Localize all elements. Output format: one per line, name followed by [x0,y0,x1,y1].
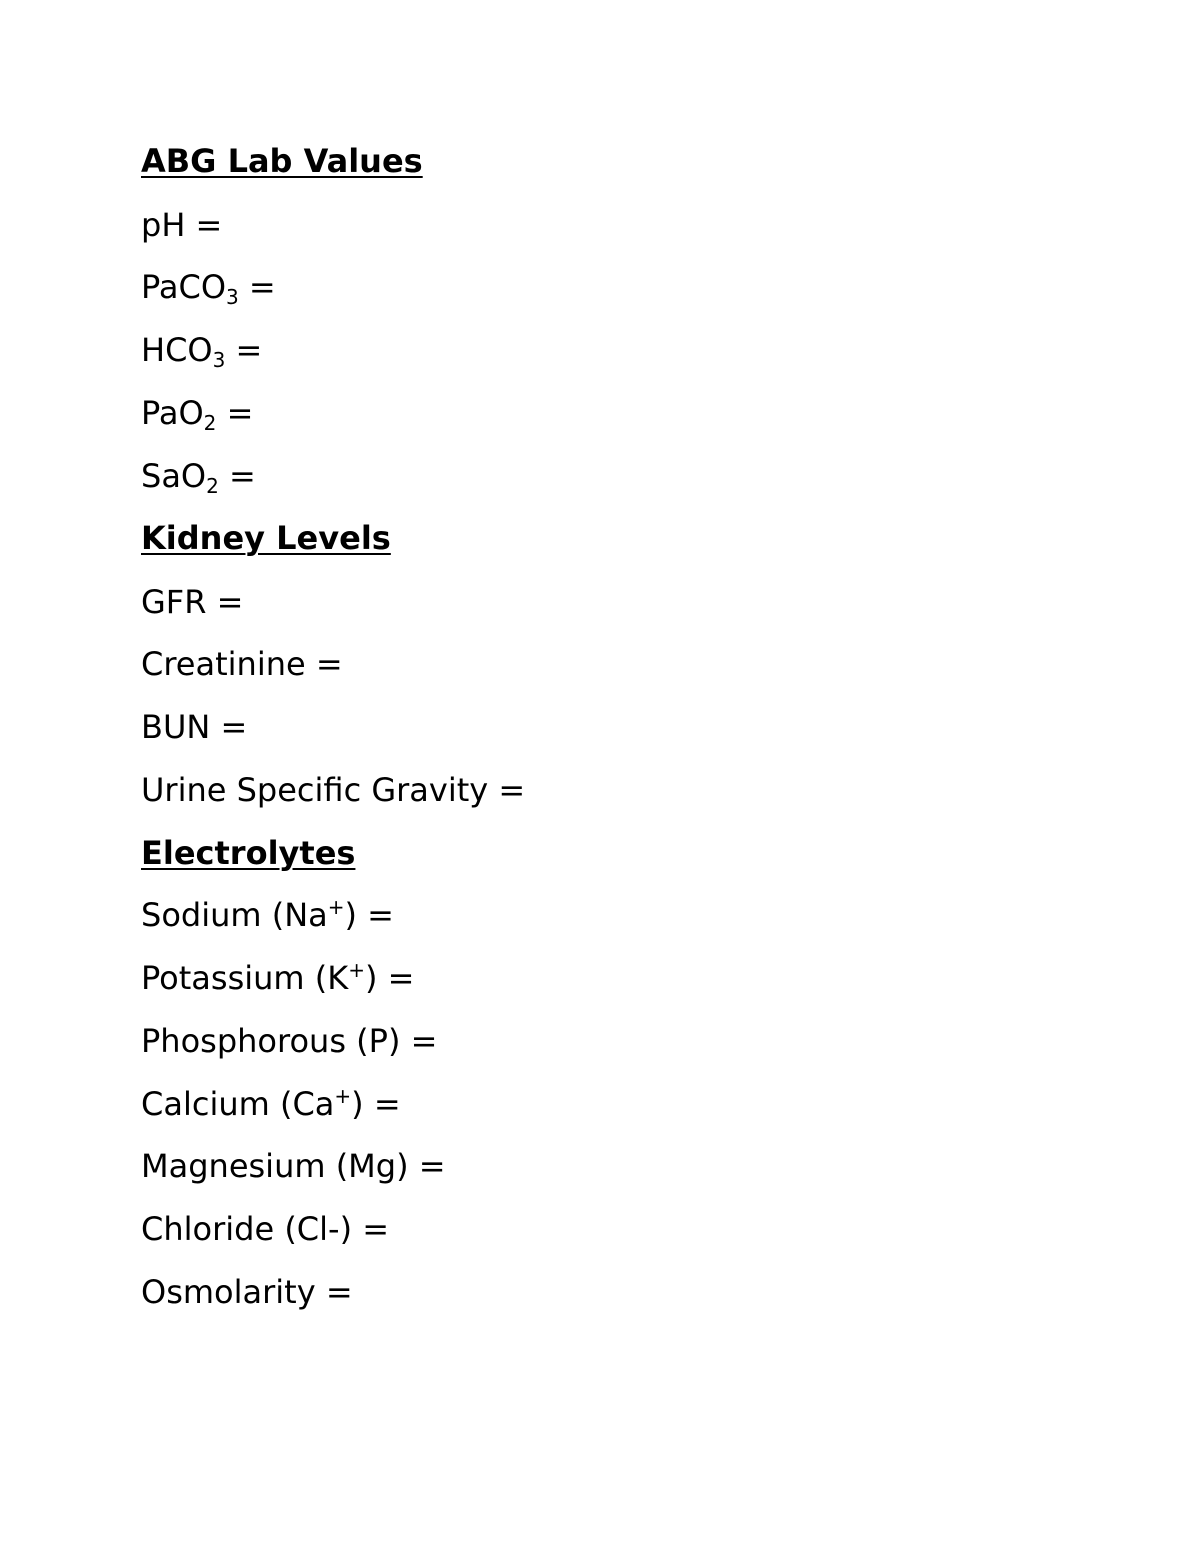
electrolyte-item-superscript: + [327,895,345,919]
electrolyte-item-superscript: + [334,1084,352,1108]
abg-item-paco3 [141,267,276,307]
electrolyte-item-text: Osmolarity = [141,1273,353,1311]
abg-item-hco3 [141,330,262,370]
abg-item-subscript: 3 [226,285,239,309]
abg-item-text: PaCO [141,268,226,306]
electrolyte-item-phosphorous [141,1021,437,1061]
abg-item-sao2 [141,456,256,496]
kidney-item-text: Urine Specific Gravity = [141,771,526,809]
abg-item-text: PaO [141,394,204,432]
abg-item-suffix: = [225,331,263,369]
kidney-item-text: Creatinine = [141,645,343,683]
kidney-item-text: BUN = [141,708,248,746]
kidney-item-text: GFR = [141,583,244,621]
electrolyte-item-suffix: ) = [364,959,415,997]
abg-item-text: pH = [141,206,223,244]
abg-item-suffix: = [216,394,254,432]
electrolyte-item-text: Potassium (K [141,959,349,997]
abg-item-subscript: 3 [212,348,226,372]
electrolyte-item-sodium [141,895,394,935]
electrolyte-item-calcium [141,1084,401,1124]
abg-item-text: SaO [141,457,207,495]
electrolyte-item-text: Sodium (Na [141,896,328,934]
abg-item-pao2 [141,393,253,433]
electrolyte-item-suffix: ) = [351,1085,401,1123]
abg-heading: ABG Lab Values [141,142,423,180]
kidney-item-creatinine [141,644,343,684]
abg-item-subscript: 2 [206,474,219,498]
electrolyte-item-superscript: + [348,958,365,982]
electrolyte-item-text: Calcium (Ca [141,1085,335,1123]
kidney-item-urine-specific-gravity [141,770,525,810]
electrolyte-item-chloride [141,1209,389,1249]
electrolyte-item-magnesium [141,1146,446,1186]
electrolyte-item-text: Magnesium (Mg) = [141,1147,446,1185]
electrolyte-item-potassium [141,958,414,998]
abg-item-suffix: = [238,268,276,306]
abg-item-ph [141,205,222,245]
electrolyte-item-text: Phosphorous (P) = [141,1022,438,1060]
kidney-item-gfr [141,582,243,622]
kidney-heading: Kidney Levels [141,519,391,557]
electrolytes-heading: Electrolytes [141,834,356,872]
abg-item-suffix: = [218,457,256,495]
electrolyte-item-text: Chloride (Cl-) = [141,1210,390,1248]
abg-item-subscript: 2 [203,411,217,435]
electrolyte-item-suffix: ) = [344,896,394,934]
abg-item-text: HCO [141,331,213,369]
electrolyte-item-osmolarity [141,1272,353,1312]
kidney-item-bun [141,707,247,747]
